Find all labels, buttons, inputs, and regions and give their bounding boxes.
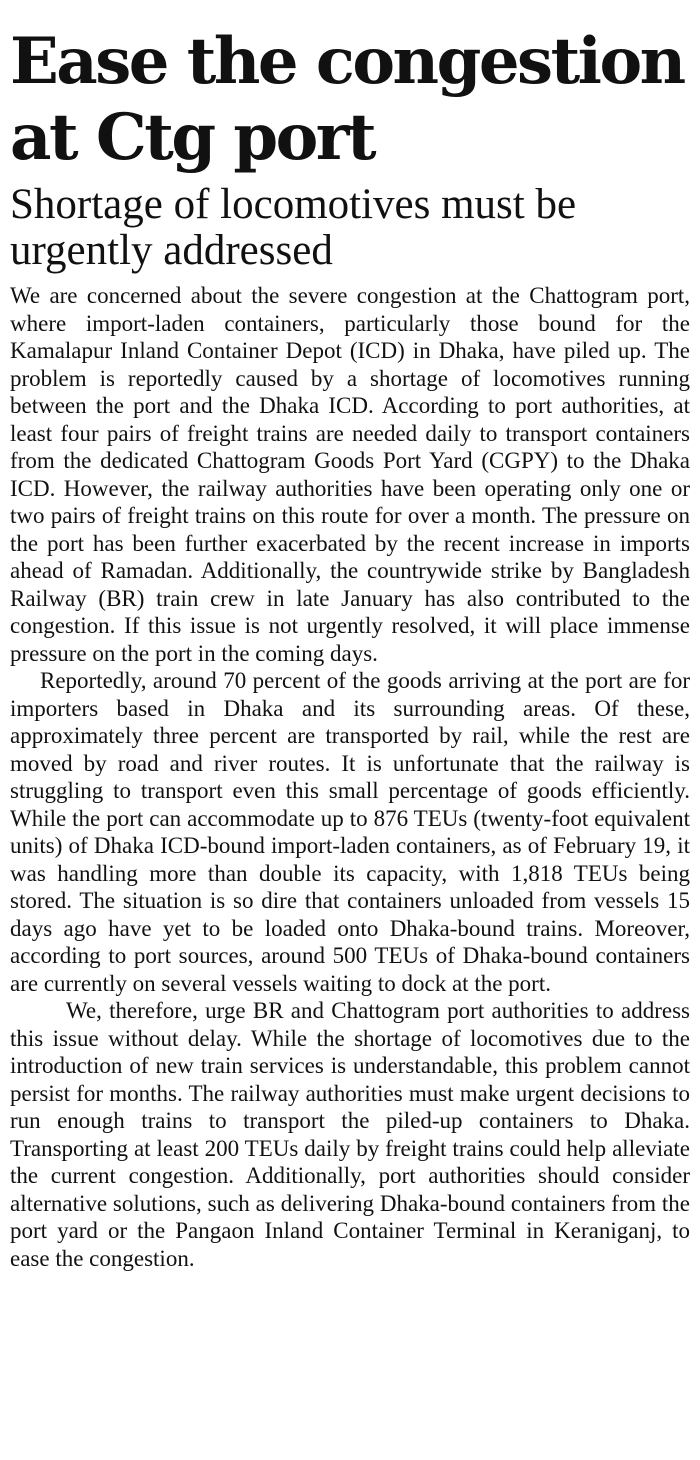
paragraph-3: We, therefore, urge BR and Chattogram port authorities to address this issue without delay. While the shortage of locomotives due to the introduction of new train services is understandable, this problem cannot persist for months. The railway authorities must make urgent decisions to run enough trains to transport the piled-up containers to Dhaka. Transporting at least 200 TEUs daily by freight trains could help alleviate the current congestion. Additionally, port authorities should consider alternative solutions, such as delivering Dhaka-bound containers from the port yard or the Pangaon Inland Container Terminal in Keraniganj, to ease the congestion.	[10, 998, 690, 1271]
article-body	[10, 282, 690, 1272]
paragraph-2: Reportedly, around 70 percent of the goods arriving at the port are for importers based in Dhaka and its surrounding areas. Of these, approximately three percent are transported by rail, while the rest are moved by road and river routes. It is unfortunate that the railway is struggling to transport even this small percentage of goods efficiently. While the port can accommodate up to 876 TEUs (twenty-foot equivalent units) of Dhaka ICD-bound import-laden containers, as of February 19, it was handling more than double its capacity, with 1,818 TEUs being stored. The situation is so dire that containers unloaded from vessels 15 days ago have yet to be loaded onto Dhaka-bound trains. Moreover, according to port sources, around 500 TEUs of Dhaka-bound containers are currently on several vessels waiting to dock at the port.	[10, 668, 690, 996]
paragraph-1: We are concerned about the severe congestion at the Chattogram port, where import-laden containers, particularly those bound for the Kamalapur Inland Container Depot (ICD) in Dhaka, have piled up. The problem is reportedly caused by a shortage of locomotives running between the port and the Dhaka ICD. According to port authorities, at least four pairs of freight trains are needed daily to transport containers from the dedicated Chattogram Goods Port Yard (CGPY) to the Dhaka ICD. However, the railway authorities have been operating only one or two pairs of freight trains on this route for over a month. The pressure on the port has been further exacerbated by the recent increase in imports ahead of Ramadan. Additionally, the countrywide strike by Bangladesh Railway (BR) train crew in late January has also contributed to the congestion. If this issue is not urgently resolved, it will place immense pressure on the port in the coming days.	[10, 283, 690, 666]
subheadline: Shortage of locomotives must be urgently addressed	[10, 181, 577, 274]
headline: Ease the congestion at Ctg port	[10, 24, 684, 175]
